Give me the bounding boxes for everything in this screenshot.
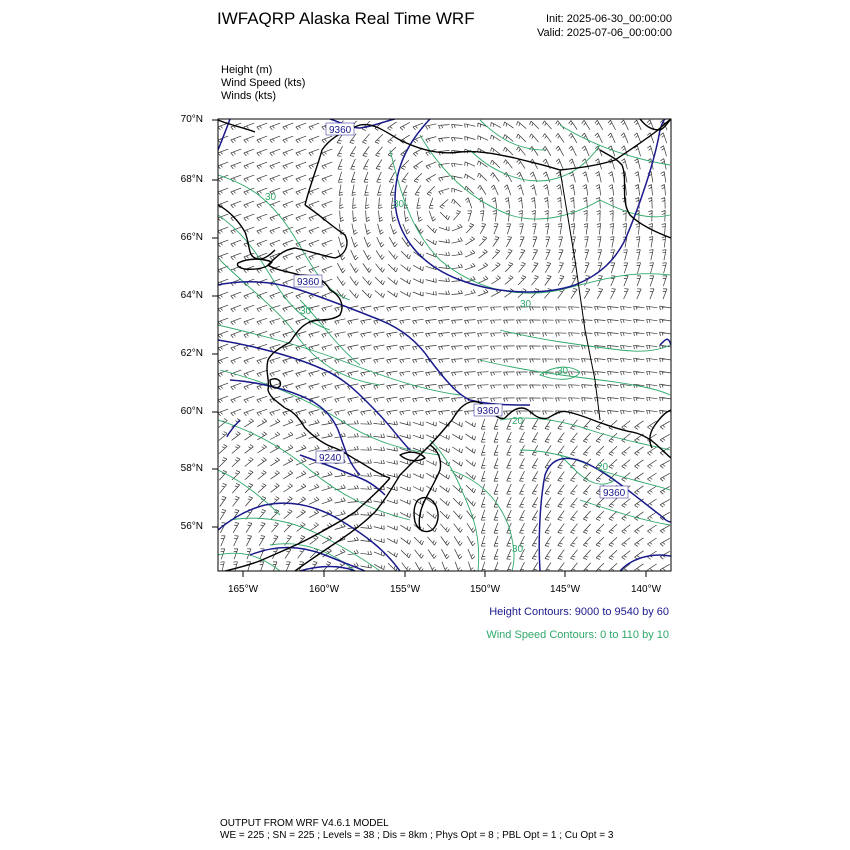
field-wind-speed: Wind Speed (kts) bbox=[221, 77, 306, 89]
lon-label-140w: 140°W bbox=[630, 584, 662, 595]
international-border bbox=[560, 170, 600, 420]
field-height: Height (m) bbox=[221, 64, 273, 76]
wind-label-3: 30 bbox=[300, 306, 312, 317]
init-time: Init: 2025-06-30_00:00:00 bbox=[546, 13, 672, 25]
lat-label-68n: 68°N bbox=[180, 174, 203, 185]
lon-label-165w: 165°W bbox=[227, 584, 259, 595]
lat-label-56n: 56°N bbox=[180, 521, 203, 532]
height-label-1 bbox=[326, 123, 354, 136]
lon-label-150w: 150°W bbox=[469, 584, 501, 595]
svg-text:9240: 9240 bbox=[319, 453, 342, 464]
footer-line-2: WE = 225 ; SN = 225 ; Levels = 38 ; Dis = 8km ; Phys Opt = 8 ; PBL Opt = 1 ; Cu Opt = 3 bbox=[220, 830, 614, 841]
height-label-3 bbox=[474, 404, 502, 417]
height-label-4 bbox=[316, 451, 344, 464]
wind-label-2: 30 bbox=[393, 199, 405, 210]
wind-label-5: 30 bbox=[557, 366, 569, 377]
lat-label-62n: 62°N bbox=[180, 348, 203, 359]
lat-label-70n: 70°N bbox=[180, 114, 203, 125]
wind-label-8: 30 bbox=[512, 544, 524, 555]
svg-text:9360: 9360 bbox=[297, 277, 320, 288]
field-winds: Winds (kts) bbox=[221, 90, 276, 102]
wind-contour-info: Wind Speed Contours: 0 to 110 by 10 bbox=[486, 629, 669, 641]
wind-label-7: 20 bbox=[597, 462, 609, 473]
lat-label-64n: 64°N bbox=[180, 290, 203, 301]
lon-label-155w: 155°W bbox=[389, 584, 421, 595]
wind-label-1: 30 bbox=[265, 192, 277, 203]
footer-line-1: OUTPUT FROM WRF V4.6.1 MODEL bbox=[220, 818, 389, 829]
axis-ticks bbox=[212, 120, 646, 577]
lat-label-66n: 66°N bbox=[180, 232, 203, 243]
height-label-5 bbox=[600, 486, 628, 499]
svg-text:9360: 9360 bbox=[603, 488, 626, 499]
lon-label-145w: 145°W bbox=[549, 584, 581, 595]
height-contour-labels bbox=[294, 123, 628, 499]
height-label-2 bbox=[294, 275, 322, 288]
svg-text:9360: 9360 bbox=[477, 406, 500, 417]
map-title: IWFAQRP Alaska Real Time WRF bbox=[217, 9, 475, 28]
wind-barbs bbox=[218, 120, 671, 573]
wind-label-6: 20 bbox=[512, 416, 524, 427]
model-footer bbox=[220, 818, 613, 842]
wind-label-4: 30 bbox=[520, 299, 532, 310]
height-contour-info: Height Contours: 9000 to 9540 by 60 bbox=[489, 606, 669, 618]
wind-barb-field bbox=[218, 120, 671, 573]
lon-label-160w: 160°W bbox=[308, 584, 340, 595]
lat-label-58n: 58°N bbox=[180, 463, 203, 474]
svg-text:9360: 9360 bbox=[329, 125, 352, 136]
valid-time: Valid: 2025-07-06_00:00:00 bbox=[537, 27, 672, 39]
lat-label-60n: 60°N bbox=[180, 406, 203, 417]
